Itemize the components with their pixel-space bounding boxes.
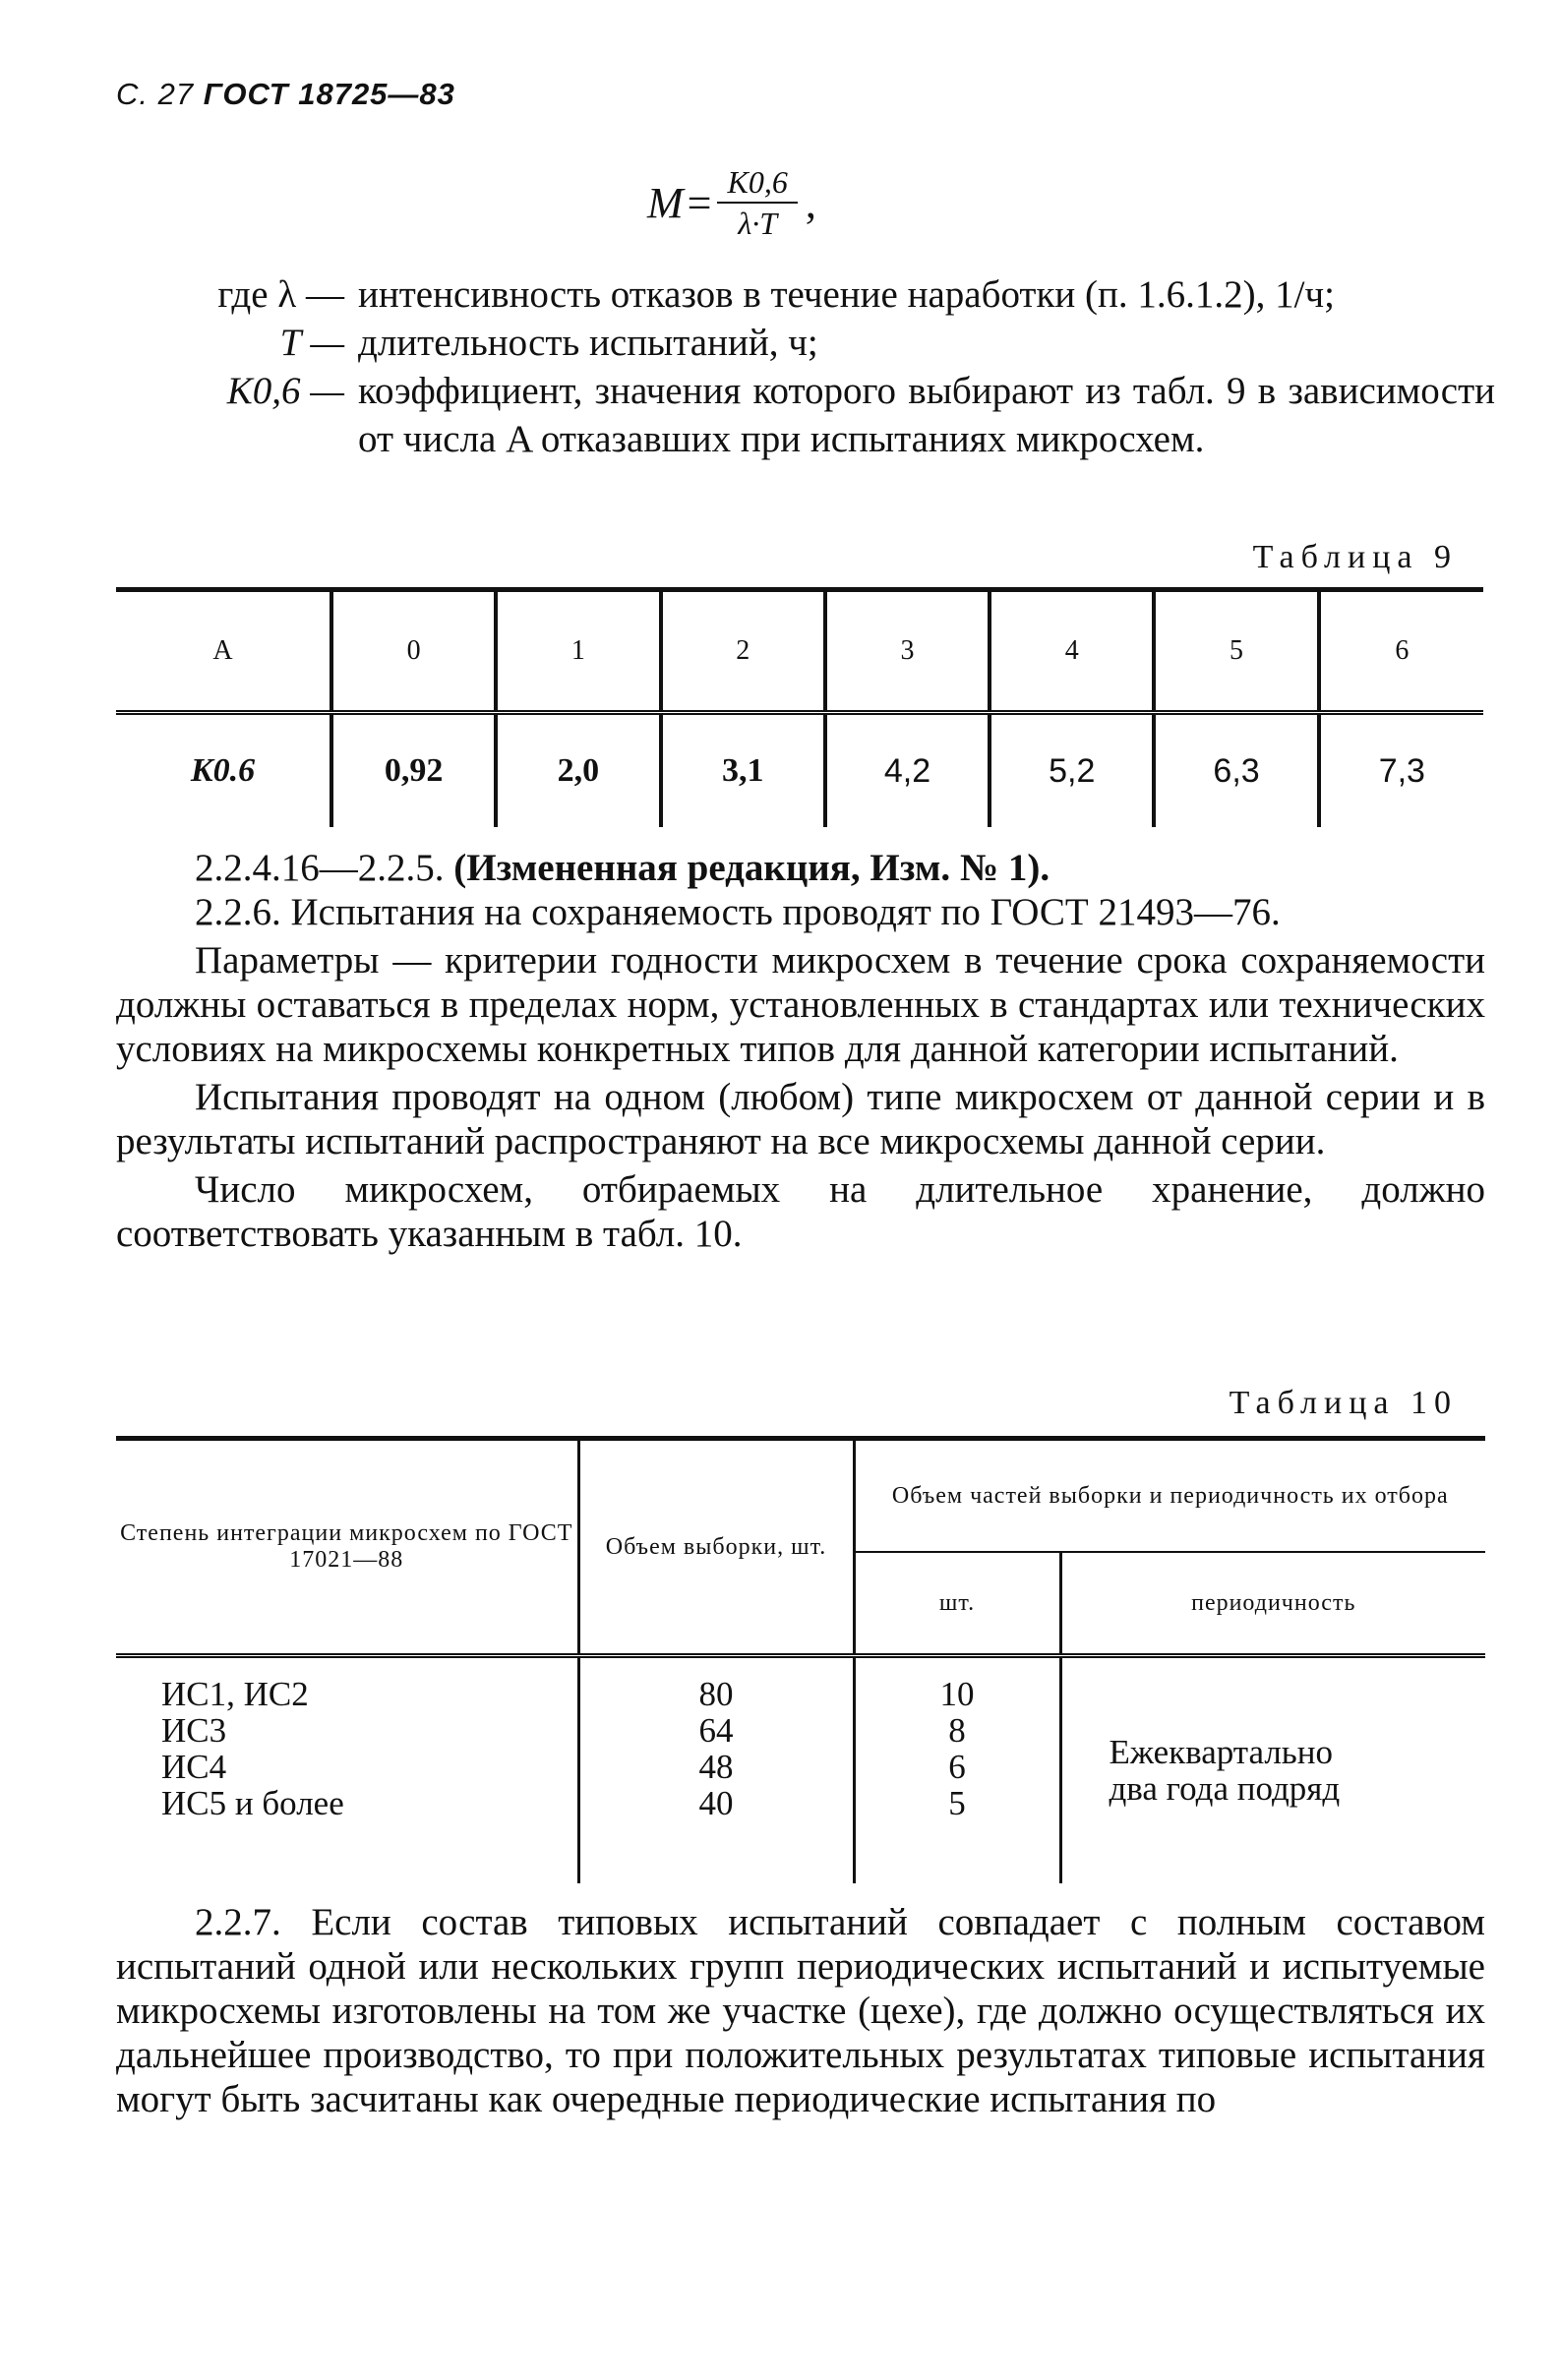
pieces-item: 5	[948, 1784, 966, 1822]
table9-cell: 5,2	[990, 713, 1154, 828]
table9-cell: 1	[496, 590, 660, 713]
paragraph: Испытания проводят на одном (любом) типе микросхем от данной серии и в результаты испытаний распространяют на все микросхемы данной серии.	[116, 1076, 1485, 1162]
formula-fraction	[717, 162, 797, 243]
table10-col-group: Объем частей выборки и периодичность их отбора	[854, 1439, 1485, 1553]
table10-degree-cell	[116, 1656, 578, 1884]
volume-item: 80	[698, 1675, 734, 1713]
table9-cell: 6,3	[1154, 713, 1318, 828]
paragraph: Параметры — критерии годности микросхем в течение срока сохраняемости должны оставаться в пределах норм, установленных в стандартах или технических условиях на микросхемы конкретных типов для данной категории испытаний.	[116, 939, 1485, 1070]
table9-cell: 3	[825, 590, 990, 713]
definition-text: длительность испытаний, ч;	[358, 322, 818, 364]
table9-cell: 5	[1154, 590, 1318, 713]
definition-text: коэффициент, значения которого выбирают из табл. 9 в зависимости от числа A отказавших при испытаниях микросхем.	[358, 370, 1495, 460]
pieces-item: 6	[948, 1748, 966, 1786]
table10-col-periodicity: периодичность	[1060, 1552, 1485, 1656]
table10-body-row	[116, 1656, 1485, 1884]
amendment-note: (Измененная редакция, Изм. № 1).	[453, 847, 1050, 889]
table10-caption: Таблица 10	[1229, 1385, 1458, 1421]
degree-item: ИС1, ИС2	[161, 1675, 309, 1713]
definition-lambda	[138, 270, 1495, 319]
table9-cell: 3,1	[661, 713, 825, 828]
formula-eq: =	[687, 178, 712, 227]
volume-item: 64	[698, 1711, 734, 1750]
pieces-item: 8	[948, 1711, 966, 1750]
definition-text: интенсивность отказов в течение наработки (п. 1.6.1.2), 1/ч;	[358, 273, 1335, 316]
definition-term: где λ —	[217, 273, 344, 316]
definition-term: T —	[279, 322, 344, 364]
definitions	[138, 270, 1495, 463]
degree-item: ИС3	[161, 1711, 227, 1750]
formula-denominator: λ·T	[738, 206, 777, 241]
table10-pieces-cell	[854, 1656, 1060, 1884]
definition-term: K0,6 —	[226, 370, 344, 412]
paragraph-amendment	[116, 846, 1485, 890]
paragraph: 2.2.7. Если состав типовых испытаний совпадает с полным составом испытаний одной или нескольких групп периодических испытаний и испытуемые микросхемы изготовлены на том же участке (цехе), где должно осуществляться их дальнейшее производство, то при положительных результатах типовые испытания могут быть засчитаны как очередные периодические испытания по	[116, 1901, 1485, 2120]
table9-value-row	[116, 713, 1483, 828]
table9-cell: 2,0	[496, 713, 660, 828]
table10-col-pieces: шт.	[854, 1552, 1060, 1656]
formula-numerator: K0,6	[717, 162, 797, 204]
table10-volume-cell	[578, 1656, 854, 1884]
periodicity-line: два года подряд	[1109, 1769, 1341, 1808]
table10-periodicity-cell	[1060, 1656, 1485, 1884]
body-text	[116, 846, 1485, 1256]
definition-k	[138, 367, 1495, 463]
table9-cell: A	[116, 590, 331, 713]
formula-comma: ,	[805, 178, 816, 227]
page-number: С. 27	[116, 77, 195, 111]
pieces-item: 10	[939, 1675, 975, 1713]
table9-cell: 0,92	[331, 713, 496, 828]
formula-lhs: M	[647, 178, 684, 227]
degree-item: ИС4	[161, 1748, 227, 1786]
table10-col-degree: Степень интеграции микросхем по ГОСТ 17021—88	[116, 1439, 578, 1656]
page-header	[116, 77, 455, 112]
table10-col-volume: Объем выборки, шт.	[578, 1439, 854, 1656]
table9-caption: Таблица 9	[1252, 539, 1458, 575]
table9-row-label: K0.6	[190, 752, 256, 789]
formula	[647, 162, 816, 243]
table9-cell: 4	[990, 590, 1154, 713]
definition-t	[138, 319, 1495, 367]
table9-cell: 4,2	[825, 713, 990, 828]
final-text	[116, 1900, 1485, 2121]
periodicity-line: Ежеквартально	[1109, 1733, 1333, 1771]
volume-item: 40	[698, 1784, 734, 1822]
paragraph-number: 2.2.4.16—2.2.5.	[195, 847, 445, 889]
table-9	[116, 587, 1483, 827]
table9-cell: 2	[661, 590, 825, 713]
volume-item: 48	[698, 1748, 734, 1786]
table9-cell: 0	[331, 590, 496, 713]
table9-cell: 7,3	[1319, 713, 1483, 828]
paragraph: Число микросхем, отбираемых на длительное хранение, должно соответствовать указанным в табл. 10.	[116, 1168, 1485, 1255]
paragraph: 2.2.6. Испытания на сохраняемость проводят по ГОСТ 21493—76.	[195, 891, 1281, 933]
table-10	[116, 1436, 1485, 1883]
degree-item: ИС5 и более	[161, 1784, 344, 1822]
standard-number: ГОСТ 18725—83	[203, 77, 455, 111]
table10-header-row	[116, 1439, 1485, 1553]
table9-header-row	[116, 590, 1483, 713]
table9-cell: 6	[1319, 590, 1483, 713]
